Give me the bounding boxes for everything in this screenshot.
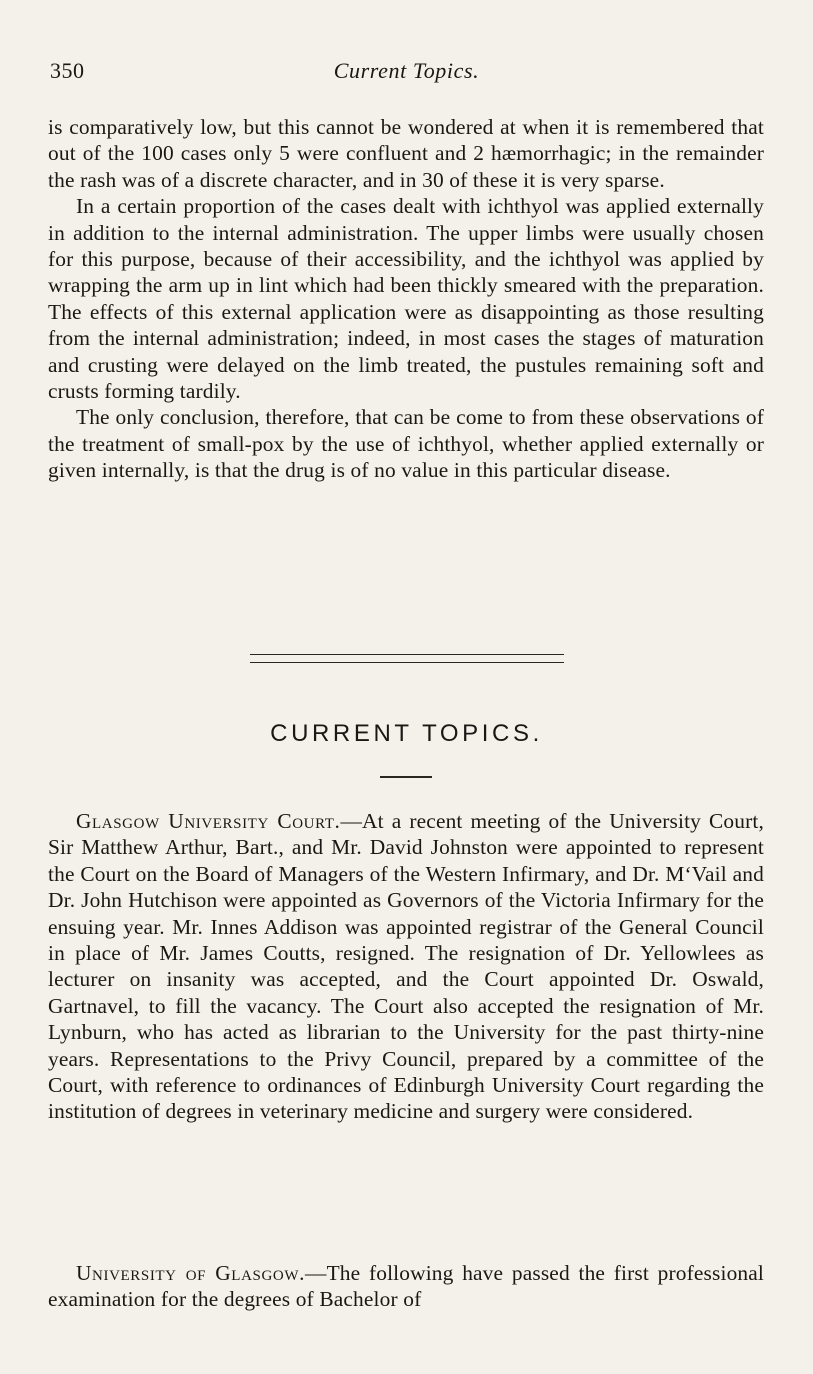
paragraph: In a certain proportion of the cases dealt with ichthyol was applied externally in addition to the internal administration. The upper limbs were usually chosen for this purpose, because of their accessibility, and the ichthyol was applied by wrapping the arm up in lint which had been thickly smeared with the preparation. The effects of this external application were as disappointing as those resulting from the internal administration; indeed, in most cases the stages of maturation and crusting were delayed on the limb treated, the pustules remaining soft and crusts forming tardily. — [48, 194, 764, 404]
previous-article-continuation — [48, 114, 764, 484]
news-item-glasgow-university-court — [48, 808, 764, 1125]
news-paragraph — [48, 808, 764, 1125]
title-underline-rule — [380, 776, 432, 778]
news-paragraph — [48, 1260, 764, 1313]
news-item-text: —At a recent meeting of the University Court, Sir Matthew Arthur, Bart., and Mr. David Johnston were appointed to represent the Court on the Board of Managers of the Western Infirmary, and Dr. M‘Vail and Dr. John Hutchison were appointed as Governors of the Victoria Infirmary for the ensuing year. Mr. Innes Addison was appointed registrar of the General Council in place of Mr. James Coutts, resigned. The resignation of Dr. Yellowlees as lecturer on insanity was accepted, and the Court appointed Dr. Oswald, Gartnavel, to fill the vacancy. The Court also accepted the resignation of Mr. Lynburn, who has acted as librarian to the University for the past thirty-nine years. Representations to the Privy Council, prepared by a committee of the Court, with reference to ordinances of Edinburgh University Court regarding the institution of degrees in veterinary medicine and surgery were considered. — [48, 809, 764, 1124]
news-item-text: —The following have passed the first professional examination for the degrees of Bachelor of — [48, 1261, 765, 1312]
running-head — [50, 58, 763, 92]
page-number: 350 — [50, 58, 85, 83]
news-item-heading: University of Glasgow. — [76, 1261, 306, 1285]
section-title: CURRENT TOPICS. — [270, 720, 543, 747]
news-item-heading: Glasgow University Court. — [76, 809, 341, 833]
news-item-university-of-glasgow — [48, 1260, 764, 1313]
running-title: Current Topics. — [333, 58, 480, 83]
paragraph: is comparatively low, but this cannot be wondered at when it is remembered that out of the 100 cases only 5 were confluent and 2 hæmorrhagic; in the remainder the rash was of a discrete character, and in 30 of these it is very sparse. — [48, 115, 764, 192]
paragraph: The only conclusion, therefore, that can be come to from these observations of the treatment of small-pox by the use of ichthyol, whether applied externally or given internally, is that the drug is of no value in this particular disease. — [48, 405, 764, 483]
section-divider-double-rule — [250, 654, 564, 663]
